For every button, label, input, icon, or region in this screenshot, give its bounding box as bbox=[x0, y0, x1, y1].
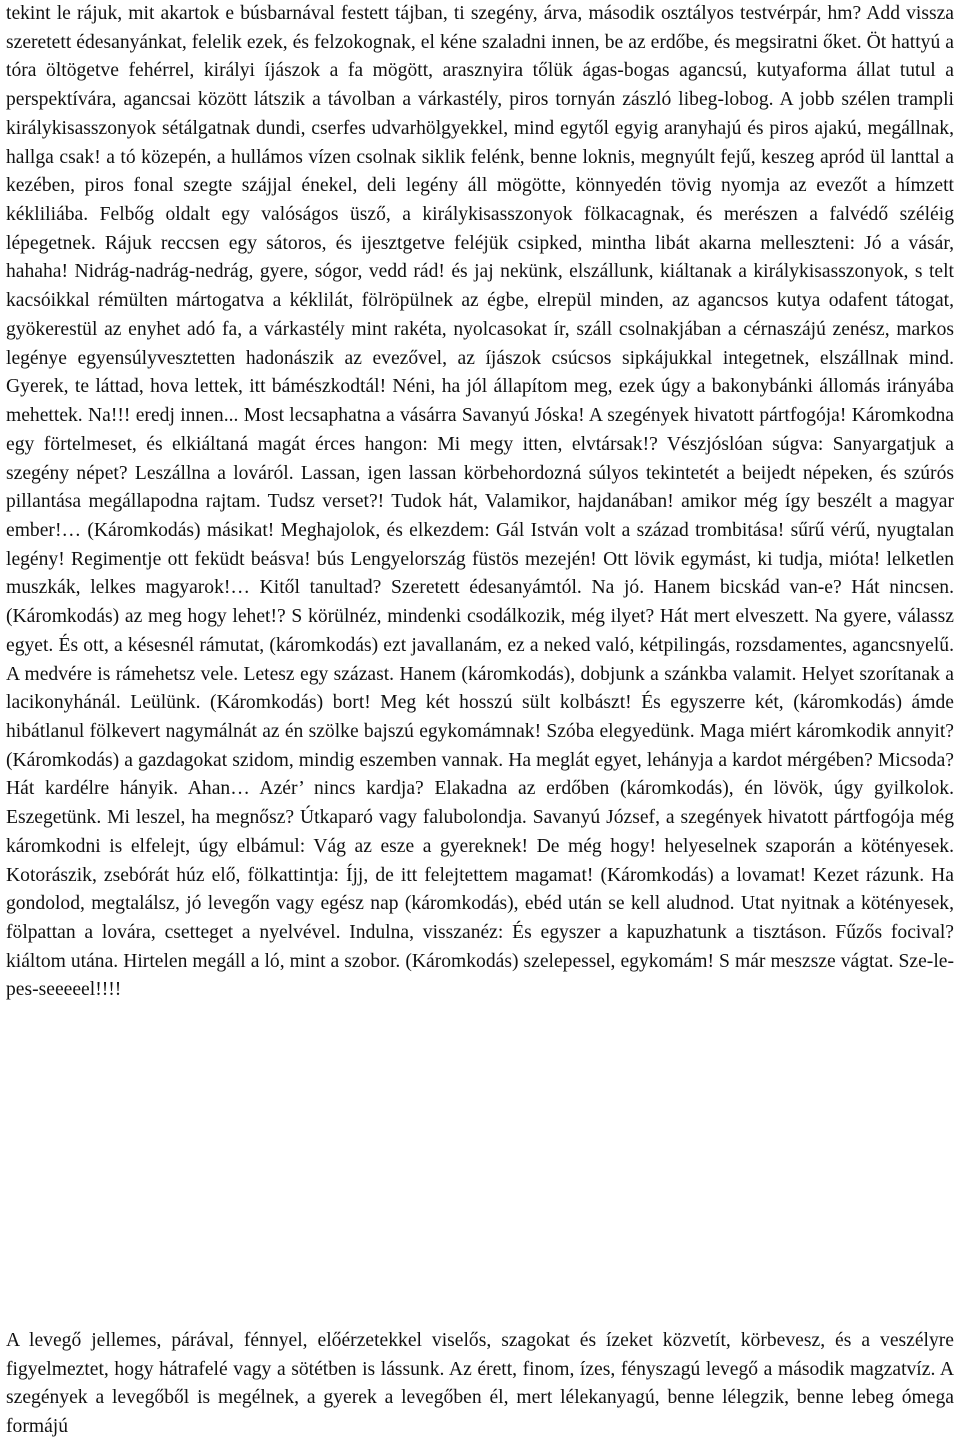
body-paragraph: tekint le rájuk, mit akartok e búsbarnával festett tájban, ti szegény, árva, második osztályos testvérpár, hm? Add vissza szeretett édesanyánkat, felelik ezek, és felzokognak, el kéne szaladni innen, be az erdőbe, és megsiratni őket. Öt hattyú a tóra öltögetve fehérrel, királyi íjászok a fa mögött, arasznyira tőlük ágas-bogas agancsú, kutyaforma állat tutul a perspektívára, agancsai között látszik a távolban a várkastély, piros tornyán zászló libeg-lobog. A jobb szélen trampli királykisasszonyok sétálgatnak dundi, cserfes udvarhölgyekkel, mind egytől egyig aranyhajú és piros ajakú, megállnak, hallga csak! a tó közepén, a hullámos vízen csolnak siklik felénk, benne loknis, megnyúlt fejű, keszeg apród ül lanttal a kezében, piros fonal szegte szájjal énekel, deli legény áll mögötte, könnyedén tövig nyomja az evezőt a hímzett kékliliába. Felbőg oldalt egy valóságos üsző, a királykisasszonyok fölkacagnak, és merészen a falvédő széléig lépegetnek. Rájuk reccsen egy sátoros, és ijesztgetve feléjük csipked, mintha libát akarna melleszteni: Jó a vásár, hahaha! Nidrág-nadrág-nedrág, gyere, sógor, vedd rád! és jaj nekünk, elszállunk, kiáltanak a királykisasszonyok, s telt kacsóikkal rémülten mártogatva a kéklilát, fölröpülnek az égbe, elrepül minden, az agancsos kutya odafent tátogat, gyökerestül az enyhet adó fa, a várkastély mint rakéta, nyolcasokat ír, száll csolnakjában a cérnaszájú zenész, markos legénye egyensúlyvesztetten hadonászik az evezővel, az íjászok csúcsos sipkájukkal integetnek, elszállnak mind. Gyerek, te láttad, hova lettek, itt bámészkodtál! Néni, ha jól állapítom meg, ezek úgy a bakonybánki állomás irányába mehettek. Na!!! eredj innen... Most lecsaphatna a vásárra Savanyú Jóska! A szegények hivatott pártfogója! Káromkodna egy förtelmeset, és elkiáltaná magát érces hangon: Mi megy itten, elvtársak!? Vészjóslóan súgva: Sanyargatjuk a szegény népet? Leszállna a lováról. Lassan, igen lassan körbehordozná súlyos tekintetét a beijedt népeken, és szúrós pillantása megállapodna rajtam. Tudsz verset?! Tudok hát, Valamikor, hajdanában! amikor még így beszélt a magyar ember!… (Káromkodás) másikat! Meghajolok, és elkezdem: Gál István volt a század trombitása! sűrű vérű, nyugtalan legény! Regimentje ott feküdt beásva! bús Lengyelország füstös mezején! Ott lövik egymást, ki tudja, mióta! lelketlen muszkák, lelkes magyarok!… Kitől tanultad? Szeretett édesanyámtól. Na jó. Hanem bicskád van-e? Hát nincsen. (Káromkodás) az meg hogy lehet!? S körülnéz, mindenki csodálkozik, még ilyet? Hát mert elveszett. Na gyere, válassz egyet. És ott, a késesnél rámutat, (káromkodás) ezt javallanám, ez a neked való, kétpilingás, rozsdamentes, agancsnyelű. A medvére is rámehetsz vele. Letesz egy százast. Hanem (káromkodás), dobjunk a szánkba valamit. Helyet szorítanak a lacikonyhánál. Leülünk. (Káromkodás) bort! Meg két hosszú sült kolbászt! És egyszerre két, (káromkodás) ámde hibátlanul fölkevert nagymálnát az én szölke bajszú egykomámnak! Szóba elegyedünk. Maga miért káromkodik annyit? (Káromkodás) a gazdagokat szidom, mindig eszemben vannak. Ha meglát egyet, lehányja a kardot mérgében? Micsoda? Hát kardélre hányik. Ahan… Azér’ nincs kardja? Elakadna az erdőben (káromkodás), én lövök, úgy gyilkolok. Eszegetünk. Mi leszel, ha megnősz? Útkaparó vagy falubolondja. Savanyú József, a szegények hivatott pártfogója még káromkodni is elfelejt, úgy elbámul: Vág az esze a gyereknek! De még hogy! helyeselnek szaporán a kötényesek. Kotorászik, zsebórát húz elő, fölkattintja: Íjj, de itt felejtettem magamat! (Káromkodás) a lovamat! Kezet rázunk. Ha gondolod, megtalálsz, jó levegőn vagy egész nap (káromkodás), ebéd után se kell aludnod. Utat nyitnak a kötényesek, fölpattan a lovára, csetteget a nyelvével. Indulna, visszanéz: És egyszer a kapuzhatunk a tisztáson. Fűzős focival? kiáltom utána. Hirtelen megáll a ló, mint a szobor. (Káromkodás) szelepessel, egykomám! S már meszsze vágtat. Sze-le-pes-seeeeel!!!! bbox=[6, 3, 954, 1001]
document-page bbox=[6, 0, 954, 1438]
body-paragraph: A levegő jellemes, párával, fénnyel, előérzetekkel viselős, szagokat és ízeket közvetít, körbevesz, és a veszélyre figyelmeztet, hogy hátrafelé vagy a sötétben is lássunk. Az érett, finom, ízes, fényszagú levegő a második magzatvíz. A szegények a levegőből is megélnek, a gyerek a levegőben él, mert lélekanyagú, benne lélegzik, benne lebeg ómega formájú bbox=[6, 1330, 954, 1438]
